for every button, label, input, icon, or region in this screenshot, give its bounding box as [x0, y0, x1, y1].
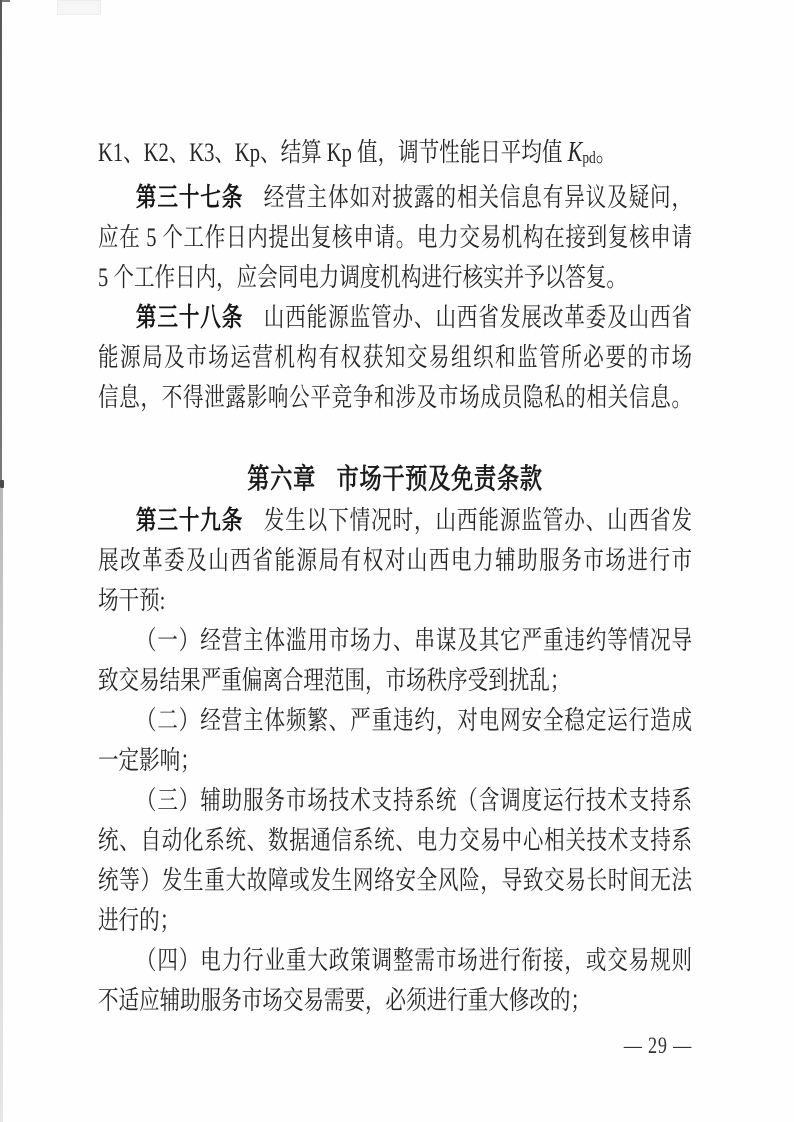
article-37-line-3: 5 个工作日内，应会同电力调度机构进行核实并予以答复。 — [98, 263, 627, 292]
article-39-line-3: 场干预: — [98, 586, 166, 615]
formula-line-suffix: 。 — [595, 138, 617, 167]
item-3-line-1: （三）辅助服务市场技术支持系统（含调度运行技术支持系 — [135, 786, 693, 815]
item-1-line-2: 致交易结果严重偏离合理范围，市场秩序受到扰乱； — [98, 666, 571, 695]
page-body — [98, 133, 692, 1063]
item-3-line-4: 进行的； — [98, 906, 181, 935]
chapter-number: 第六章 — [247, 463, 317, 494]
article-39-line-1-text: 发生以下情况时，山西能源监管办、山西省发 — [263, 506, 693, 535]
article-39-line-1 — [98, 501, 692, 541]
article-39-line-2: 展改革委及山西省能源局有权对山西电力辅助服务市场进行市 — [98, 546, 693, 575]
article-37-line-2: 应在 5 个工作日内提出复核申请。电力交易机构在接到复核申请 — [98, 223, 693, 252]
item-2-line-1: （二）经营主体频繁、严重违约，对电网安全稳定运行造成 — [135, 706, 693, 735]
formula-line — [98, 133, 692, 178]
item-4-line-1: （四）电力行业重大政策调整需市场进行衔接，或交易规则 — [135, 946, 693, 975]
scan-artifact-corner-box — [57, 0, 101, 15]
article-38-line-2: 能源局及市场运营机构有权获知交易组织和监管所必要的市场 — [98, 343, 693, 372]
chapter-title: 市场干预及免责条款 — [336, 463, 543, 494]
article-39-number: 第三十九条 — [135, 506, 244, 535]
formula-line-prefix: K1、K2、K3、Kp、结算 Kp 值，调节性能日平均值 — [98, 138, 568, 167]
item-1-line-1: （一）经营主体滥用市场力、串谋及其它严重违约等情况导 — [135, 626, 693, 655]
item-3-line-2: 统、自动化系统、数据通信系统、电力交易中心相关技术支持系 — [98, 826, 693, 855]
scan-artifact-left-edge-light — [0, 488, 3, 1122]
item-2-line-2: 一定影响； — [98, 746, 201, 775]
page-number: — 29 — — [623, 1033, 693, 1058]
formula-variable-subscript: pd — [582, 148, 596, 167]
article-38-line-3: 信息，不得泄露影响公平竞争和涉及市场成员隐私的相关信息。 — [98, 383, 693, 412]
article-38-line-1-text: 山西能源监管办、山西省发展改革委及山西省 — [263, 303, 693, 332]
article-37-line-1-text: 经营主体如对披露的相关信息有异议及疑问， — [263, 183, 693, 212]
item-3-line-3: 统等）发生重大故障或发生网络安全风险，导致交易长时间无法 — [98, 866, 693, 895]
chapter-heading — [98, 459, 692, 499]
item-4-line-2: 不适应辅助服务市场交易需要，必须进行重大修改的； — [98, 986, 591, 1015]
formula-variable-k: K — [567, 137, 583, 168]
article-37-number: 第三十七条 — [135, 183, 244, 212]
article-38-line-1 — [98, 298, 692, 338]
article-38-number: 第三十八条 — [135, 303, 244, 332]
scan-artifact-left-edge-speck — [0, 480, 4, 488]
article-37-line-1 — [98, 178, 692, 218]
scan-artifact-left-edge-dark — [0, 0, 2, 484]
